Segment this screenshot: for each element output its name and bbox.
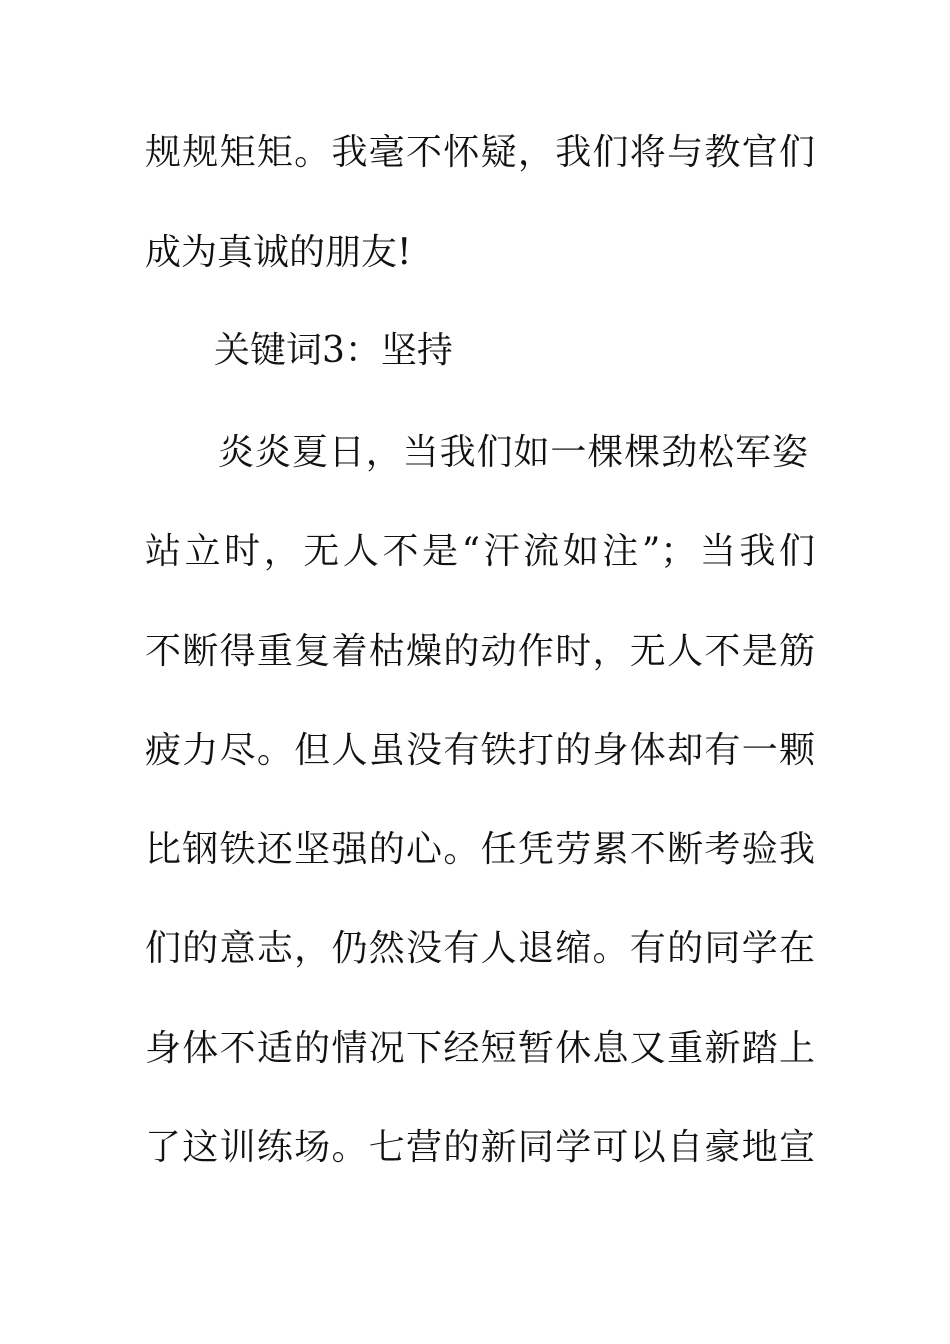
paragraph-line-4: 站立时，无人不是“汗流如注”；当我们 — [145, 531, 815, 572]
paragraph-line-5: 不断得重复着枯燥的动作时，无人不是筋 — [145, 631, 815, 672]
paragraph-line-3: 炎炎夏日，当我们如一棵棵劲松军姿 — [218, 432, 808, 473]
paragraph-line-1: 规规矩矩。我毫不怀疑，我们将与教官们 — [145, 132, 815, 173]
paragraph-line-7: 比钢铁还坚强的心。任凭劳累不断考验我 — [145, 829, 815, 870]
section-heading: 关键词3：坚持 — [214, 330, 453, 371]
paragraph-line-8: 们的意志，仍然没有人退缩。有的同学在 — [145, 928, 815, 969]
paragraph-line-6: 疲力尽。但人虽没有铁打的身体却有一颗 — [145, 730, 815, 771]
paragraph-line-10: 了这训练场。七营的新同学可以自豪地宣 — [145, 1127, 815, 1168]
paragraph-line-2: 成为真诚的朋友! — [145, 232, 412, 273]
paragraph-line-9: 身体不适的情况下经短暂休息又重新踏上 — [145, 1028, 815, 1069]
